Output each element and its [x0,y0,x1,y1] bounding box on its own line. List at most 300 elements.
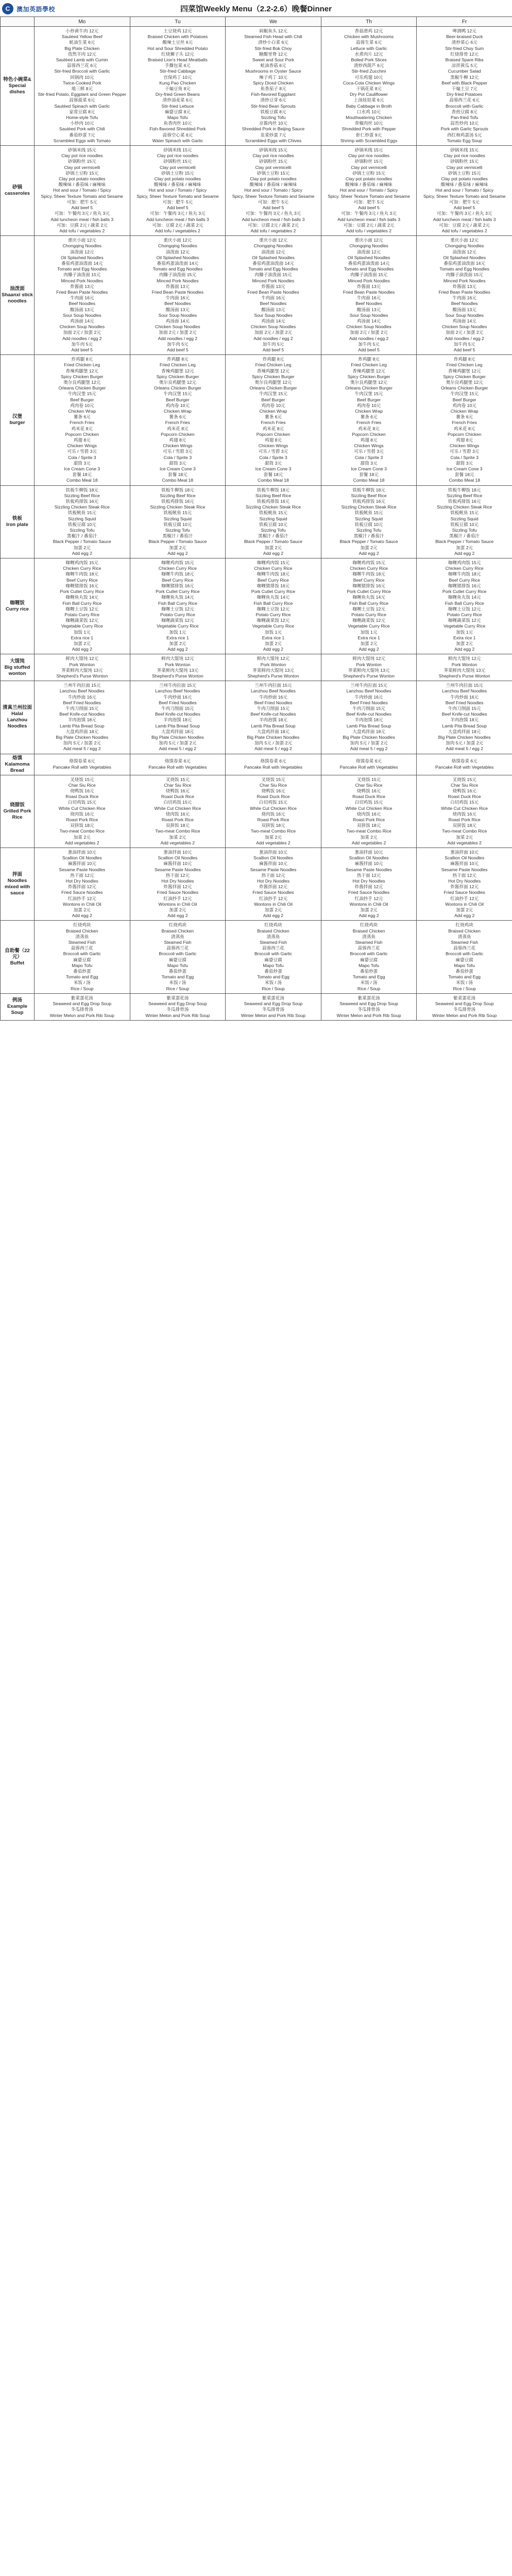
dish-line: Braised Lion's Head Meatballs [147,57,208,63]
dish-line: 咖喱鱼丸饭 14元 [448,595,481,600]
dish-line: 番茄炒蛋 [360,969,378,974]
dish-line: Popcorn Chicken [65,431,99,437]
dish-line: 铁板牛柳饭 18元 [257,487,290,493]
dish-line: Add egg 2 [359,550,379,556]
dish-line: 鸡汤面 14元 [356,318,381,324]
dish-line: 砂锅土豆粉 15元 [65,170,99,176]
dish-line: 油泼面 12元 [261,249,285,255]
dish-line: Orleans Chicken Burger [440,385,488,391]
dish-line: 荠菜鲜肉大馄饨 13元 [157,667,199,673]
dish-line: Add beef 5 [71,205,93,211]
menu-cell [417,775,512,848]
dish-line: 叉烧饭 15元 [356,776,381,782]
dish-line: 荠菜鲜肉大馄饨 13元 [348,667,390,673]
dish-line: 炸酱面 13元 [70,283,94,289]
menu-cell [35,485,130,558]
dish-line: Chicken Wrap [68,409,96,414]
dish-line: 西红柿鸡蛋汤 5元 [447,132,482,138]
category-label [1,654,35,681]
dish-line: Beef Knife-cut Noodles [441,711,487,717]
menu-cell [226,485,321,558]
dish-line: 铁板豆腐 10元 [354,521,383,527]
dish-line: 香辣鸡腿堡 12元 [257,368,290,374]
dish-line: 清蒸鱼 [362,934,376,939]
dish-line: Winter Melon and Pork Rib Soup [49,1012,114,1018]
dish-line: Add luncheon meat / fish balls 3 [242,216,305,222]
dish-line: Twice-Cooked Pork [63,80,101,86]
dish-line: Lamb Pita Bread Soup [442,723,487,728]
menu-cell [226,558,321,654]
dish-line: 重庆小面 12元 [354,238,383,243]
dish-line: 番茄鸡蛋油泼面 14元 [61,260,103,266]
dish-line: 砂锅米线 15元 [259,147,287,153]
menu-cell [417,993,512,1020]
dish-line: 烙馍卷菜 6元 [356,758,382,764]
dish-line: 咖喱鱼丸饭 14元 [161,595,194,600]
dish-line: Winter Melon and Pork Rib Soup [432,1012,497,1018]
dish-line: Lanzhou Beef Noodles [442,688,487,694]
dish-line: Pork Cutlet Curry Rice [156,589,200,595]
dish-line: Rice / Soup [166,986,190,991]
dish-line: Beer-braised Duck [446,34,483,40]
dish-line: Add beef 5 [71,347,93,352]
dish-line: Add meat 5 / egg 2 [63,746,101,752]
dish-line: Winter Melon and Pork Rib Soup [336,1012,401,1018]
dish-line: Chicken Soup Noodles [250,324,296,330]
dish-line: 重庆小面 12元 [259,238,287,243]
dish-line: Popcorn Chicken [447,431,482,437]
dish-line: 砂锅米线 15元 [354,147,383,153]
dish-line: Fish Ball Curry Rice [253,600,293,606]
dish-line: Big Plate Chicken Noodles [56,734,109,740]
dish-line: 砂锅米线 15元 [67,147,96,153]
dish-line: Sizzling Tofu [261,528,286,533]
dish-line: 加蛋 2元 [169,545,186,550]
dish-line: 黑椒牛柳 12元 [450,74,479,80]
dish-line: 可加：肥牛 5元 [258,199,288,205]
dish-line: Spicy, Sheer Texture Tomato and Sesame [136,193,219,199]
dish-line: 加蛋 2元 [265,640,282,646]
dish-line: Seaweed and Egg Drop Soup [339,1001,398,1007]
menu-cell [226,775,321,848]
dish-line: Beef Fried Noodles [254,700,293,705]
dish-line: Beef Fried Noodles [159,700,197,705]
dish-line: Chicken Wrap [450,409,479,414]
dish-line: Broccoli with Garlic [159,951,197,957]
dish-line: Wontons in Chili Oil [62,901,101,907]
dish-line: 重庆小面 12元 [163,238,192,243]
dish-line: 牛肉炒面 16元 [67,694,96,700]
dish-line: Clay pot vermicelli [160,164,196,170]
dish-line: 京酱肉丝 10元 [259,121,287,126]
dish-line: 可乐 / 雪碧 3元 [163,449,193,454]
dish-line: 鸡肉卷 10元 [70,402,94,408]
dish-line: Beef Noodles [260,301,287,307]
dish-line: Add meat 5 / egg 2 [159,746,197,752]
day-header-row [1,17,512,27]
dish-line: Add egg 2 [359,647,379,652]
dish-line: Sizzling Squid [163,516,192,521]
dish-line: Tomato and Egg Noodles [248,266,298,272]
dish-line: Two-meat Combo Rice [59,828,105,834]
dish-line: Clay pot potato noodles [345,176,392,182]
dish-line: 大盘鸡拌面 18元 [161,728,194,734]
dish-line: 铁板鸡排饭 16元 [257,499,290,504]
dish-line: 番茄鸡蛋油泼面 14元 [252,260,294,266]
header [0,0,512,19]
dish-line: 加菜 2元 [265,834,282,840]
logo-mark-icon: C [2,3,13,14]
menu-row [1,775,512,848]
dish-line: Chicken Curry Rice [254,566,293,571]
menu-cell [321,236,417,355]
dish-line: Braised Chicken with Potatoes [147,34,208,40]
dish-line: Sour Soup Noodles [445,312,484,318]
dish-line: Add vegetables 2 [447,840,482,845]
dish-line: 铁板豆腐 10元 [67,521,96,527]
dish-line: 烧鸭饭 16元 [452,788,476,793]
dish-line: Add egg 2 [72,550,92,556]
dish-line: 咖喱猪排饭 16元 [352,583,385,588]
menu-cell [321,775,417,848]
dish-line: 炸酱拌面 12元 [354,884,383,890]
dish-line: Add luncheon meat / fish balls 3 [146,216,209,222]
menu-cell [35,848,130,921]
dish-line: Pork Cutlet Curry Rice [251,589,296,595]
dish-line: 辣子鸡丁 10元 [259,74,287,80]
dish-line: 清炒豆芽 6元 [260,97,286,103]
dish-line: Sesame Paste Noodles [59,867,106,872]
dish-line: 炸酱拌面 12元 [450,884,479,890]
dish-line: Add tofu / vegetables 2 [155,228,200,233]
dish-line: Potato Curry Rice [447,612,482,617]
dish-line: 烙馍卷菜 6元 [260,758,286,764]
dish-line: 番茄炒蛋 [455,969,473,974]
dish-line: 青椒肉丝 10元 [354,121,383,126]
dish-line: Tomato and Egg [257,974,289,980]
dish-line: Beef Curry Rice [353,577,385,583]
dish-line: 牛肉刀削面 15元 [161,705,194,711]
category-name-zh: 砂锅 [12,184,22,191]
dish-line: Lamb Pita Bread Soup [155,723,200,728]
dish-line: Oil Splashed Noodles [156,255,199,260]
menu-row [1,485,512,558]
dish-line: 炸酱面 13元 [261,283,285,289]
dish-line: 鸡汤面 14元 [261,318,285,324]
dish-line: 烙馍卷菜 6元 [69,758,95,764]
menu-cell [226,355,321,485]
dish-line: 加牛肉 5元 [262,341,284,347]
dish-line: Cola / Sprite 3 [259,454,287,460]
dish-line: Broccoli with Garlic [446,103,484,109]
dish-line: Add beef 5 [358,347,380,352]
dish-line: 羊肉泡馍 18元 [354,717,383,723]
dish-line: 鲜肉大馄饨 12元 [65,656,99,662]
dish-line: 清蒸鱼 [170,934,184,939]
dish-line: 大盘鸡拌面 18元 [257,728,290,734]
dish-line: 奥尔良鸡腿堡 12元 [159,379,196,385]
dish-line: White Cut Chicken Rice [58,805,106,811]
dish-line: 油泼面 12元 [356,249,381,255]
dish-line: Add noodles / egg 2 [445,335,484,341]
category-name-en: Iron plate [6,521,28,528]
dish-line: Beef with Black Pepper [441,80,488,86]
dish-line: Lanzhou Beef Noodles [59,688,105,694]
dish-line: Orleans Chicken Burger [345,385,392,391]
dish-line: Minced Pork Noodles [157,278,199,283]
dish-line: 咖喱土豆饭 12元 [65,606,99,612]
dish-line: 可加：午餐肉 3元 / 鱼丸 3元 [341,211,397,216]
dish-line: 香辣鸡腿堡 12元 [352,368,385,374]
dish-line: Clay pot vermicelli [255,164,292,170]
dish-line: 加饭 1元 [73,629,91,635]
dish-line: 红油抄手 12元 [354,895,383,901]
dish-line: Shepherd's Purse Wonton [56,673,108,679]
dish-line: 干锅花菜 8元 [356,86,382,92]
dish-line: 可加：豆腐 2元 / 蔬菜 2元 [152,222,203,228]
dish-line: 牛肉汉堡 15元 [67,391,96,397]
dish-line: 烧肉饭 16元 [165,811,190,817]
menu-cell [226,27,321,146]
dish-line: Hot and sour / Tomato / Spicy [53,188,111,193]
dish-line: Beef Curry Rice [449,577,480,583]
menu-cell [321,558,417,654]
dish-line: 酸汤面 13元 [261,307,285,312]
dish-line: 咖喱牛肉饭 18元 [65,571,99,577]
dish-line: Chicken Curry Rice [63,566,101,571]
dish-line: Chicken Soup Noodles [441,324,487,330]
menu-cell [35,681,130,754]
dish-line: 米饭 / 汤 [169,980,186,986]
dish-line: 咖喱猪排饭 16元 [257,583,290,588]
dish-line: Chicken Curry Rice [158,566,197,571]
dish-line: 红烧鸡块 [73,922,91,928]
dish-line: Vegetable Curry Rice [61,623,103,629]
category-name-en: Example Soup [7,1004,28,1016]
dish-line: Mushrooms in Oyster Sauce [245,69,301,74]
dish-line: Add beef 5 [453,205,475,211]
dish-line: 加蛋 2元 [456,907,473,913]
menu-cell [130,146,226,236]
dish-line: 叉烧饭 15元 [70,776,94,782]
dish-line: 牛肉炒面 16元 [259,694,287,700]
dish-line: 米饭 / 汤 [73,980,91,986]
dish-line: Beef Knife-cut Noodles [155,711,200,717]
dish-line: 铁板鸡排饭 16元 [65,499,99,504]
dish-line: 砂锅米线 15元 [450,147,479,153]
dish-line: 咖喱蔬菜饭 12元 [352,618,385,623]
dish-line: 加肉 5元 / 加蛋 2元 [350,740,388,746]
dish-line: Seaweed and Egg Drop Soup [435,1001,494,1007]
dish-line: Pancake Roll with Vegetables [339,764,398,770]
dish-line: 香辣鸡腿堡 12元 [161,368,194,374]
dish-line: 牛肉炒面 16元 [163,694,192,700]
dish-line: 鸡肉卷 10元 [452,402,476,408]
dish-line: 兰州牛肉拉面 15元 [159,683,196,688]
dish-line: 剁椒鱼头 12元 [259,28,287,33]
dish-line: 酸辣味 / 番茄味 / 麻辣味 [58,182,106,188]
menu-cell [417,27,512,146]
dish-line: Broccoli with Garlic [254,951,293,957]
dish-line: Char Siu Rice [451,782,479,788]
dish-line: 加面 2元 / 加蛋 2元 [446,330,484,335]
dish-line: White Cut Chicken Rice [154,805,201,811]
dish-line: Roast Pork Rice [66,817,98,822]
dish-line: 蒜蓉西兰花 [262,945,284,951]
dish-line: 热干面 12元 [356,872,381,878]
category-name-en: Curry rice [6,606,29,612]
dish-line: White Cut Chicken Rice [250,805,297,811]
menu-cell [130,355,226,485]
day-header: Fr [417,17,512,27]
menu-cell [35,775,130,848]
dish-line: 套餐 18元 [359,472,379,478]
dish-line: 铁板鸡排饭 16元 [161,499,194,504]
dish-line: 薯条 6元 [456,414,473,420]
dish-line: Broccoli with Garlic [63,951,101,957]
weekly-menu-table [0,16,512,1021]
dish-line: 牛肉面 16元 [165,295,190,301]
dish-line: Sizzling Chicken Steak Rice [341,504,397,510]
category-name-zh: 清真兰州拉面 [2,705,32,711]
dish-line: Sizzling Chicken Steak Rice [245,504,301,510]
dish-line: Two-meat Combo Rice [250,828,296,834]
dish-line: Add noodles / egg 2 [62,335,102,341]
dish-line: 套餐 18元 [72,472,92,478]
category-label [1,485,35,558]
dish-line: 铁板牛柳饭 18元 [352,487,385,493]
dish-line: 铁板豆腐 10元 [259,521,287,527]
dish-line: Beef Burger [261,397,285,402]
dish-line: 油泼面 12元 [165,249,190,255]
dish-line: 炸酱面 13元 [452,283,476,289]
dish-line: Pan-fried Tofu [450,115,479,121]
dish-line: Stir-fried Bok Choy [254,45,292,51]
dish-line: 葱油拌面 10元 [450,850,479,855]
dish-line: 大盘鸡拌面 18元 [65,728,99,734]
dish-line: 鲜肉大馄饨 12元 [161,656,194,662]
category-label [1,775,35,848]
dish-line: Scrambled Eggs with Tomato [53,138,111,143]
dish-line: 蚝油生菜 6元 [69,40,95,45]
category-name-zh: 特色小碗菜& [3,77,31,83]
dish-line: 加蛋 2元 [73,907,91,913]
dish-line: Hot Dry Noodles [448,878,481,884]
dish-line: Sizzling Squid [355,516,383,521]
dish-line: Mapo Tofu [167,115,188,121]
dish-line: 加菜 2元 [456,834,473,840]
dish-line: 蚝油香菇 6元 [260,63,286,69]
dish-line: Shredded Pork with Pepper [342,126,396,132]
dish-line: Add noodles / egg 2 [253,335,293,341]
dish-line: Sizzling Chicken Steak Rice [54,504,110,510]
dish-line: White Cut Chicken Rice [345,805,392,811]
dish-line: 烧鸭饭 16元 [356,788,381,793]
dish-line: 咖喱猪排饭 16元 [161,583,194,588]
dish-line: Clay pot rice noodles [252,153,294,159]
dish-line: 加肉 5元 / 加蛋 2元 [63,740,101,746]
menu-cell [35,355,130,485]
dish-line: 咖喱土豆饭 12元 [161,606,194,612]
dish-line: 番茄鸡蛋油泼面 14元 [348,260,390,266]
dish-line: Beef Knife-cut Noodles [250,711,296,717]
dish-line: 虾仁炒蛋 9元 [356,132,382,138]
dish-line: 番茄炒蛋 7元 [69,132,95,138]
dish-line: 铁板豆腐 8元 [260,109,286,114]
dish-line: 红油抄手 12元 [450,895,479,901]
dish-line: 甜筒 3元 [360,460,378,466]
category-name-en: casseroles [4,191,30,197]
dish-line: Sautéed Spinach with Garlic [54,103,110,109]
category-name-en: burger [9,420,25,426]
dish-line: Lamb Pita Bread Soup [60,723,105,728]
dish-line: Fried Chicken Leg [160,362,196,368]
dish-line: 甜筒 3元 [265,460,282,466]
dish-line: 牛肉汉堡 15元 [259,391,287,397]
dish-line: Add egg 2 [167,913,188,919]
dish-line: Combo Meal 18 [66,478,98,483]
dish-line: 香菇滑鸡 12元 [354,28,383,33]
dish-line: Tomato and Egg Noodles [439,266,489,272]
dish-line: Fish Ball Curry Rice [349,600,389,606]
dish-line: Clay pot rice noodles [348,153,390,159]
dish-line: 烙馍卷菜 6元 [451,758,477,764]
dish-line: Add beef 5 [358,205,380,211]
category-name-zh: 铁板 [12,515,22,521]
dish-line: 炸鸡腿 8元 [453,357,475,362]
dish-line: Ice Cream Cone 3 [255,466,292,472]
menu-row [1,848,512,921]
dish-line: Clay pot rice noodles [157,153,199,159]
dish-line: 铁板鱿鱼 15元 [259,510,287,516]
menu-cell [35,754,130,775]
dish-line: Water Spinach with Garlic [152,138,203,143]
dish-line: Sesame Paste Noodles [441,867,488,872]
dish-line: 套餐 18元 [168,472,187,478]
dish-line: Shepherd's Purse Wonton [247,673,299,679]
dish-line: Wontons in Chili Oil [254,901,293,907]
dish-line: Scrambled Eggs with Chives [245,138,302,143]
dish-line: 鸡汤面 14元 [70,318,94,324]
dish-line: 羊肉泡馍 18元 [67,717,96,723]
dish-line: 鸡米花 8元 [262,426,284,431]
dish-line: 咖喱鱼丸饭 14元 [65,595,99,600]
menu-cell [130,236,226,355]
dish-line: 清炒油麦菜 6元 [162,97,193,103]
dish-line: Broccoli with Garlic [446,951,484,957]
dish-line: Extra rice 1 [166,635,189,640]
dish-line: 白切鸡饭 15元 [450,800,479,805]
dish-line: Pancake Roll with Vegetables [148,764,207,770]
dish-line: 重庆小面 12元 [450,238,479,243]
dish-line: 双拼饭 18元 [70,823,94,828]
menu-cell [130,654,226,681]
dish-line: 炸酱面 13元 [165,283,190,289]
dish-line: Scallion Oil Noodles [253,855,293,861]
dish-line: Sweet and Sour Pork [252,57,295,63]
menu-cell [226,146,321,236]
dish-line: Oil Splashed Noodles [252,255,295,260]
dish-line: 清炒小白菜 6元 [258,40,288,45]
dish-line: Steamed Fish [355,940,383,945]
dish-line: 酸辣味 / 番茄味 / 麻辣味 [154,182,201,188]
dish-line: Pork Wonton [165,662,191,667]
dish-line: 可乐 / 雪碧 3元 [450,449,480,454]
dish-line: 葱油拌面 10元 [259,850,287,855]
dish-line: 加蛋 2元 [169,907,186,913]
dish-line: 牛肉面 16元 [70,295,94,301]
dish-line: Roast Duck Rice [448,794,481,800]
